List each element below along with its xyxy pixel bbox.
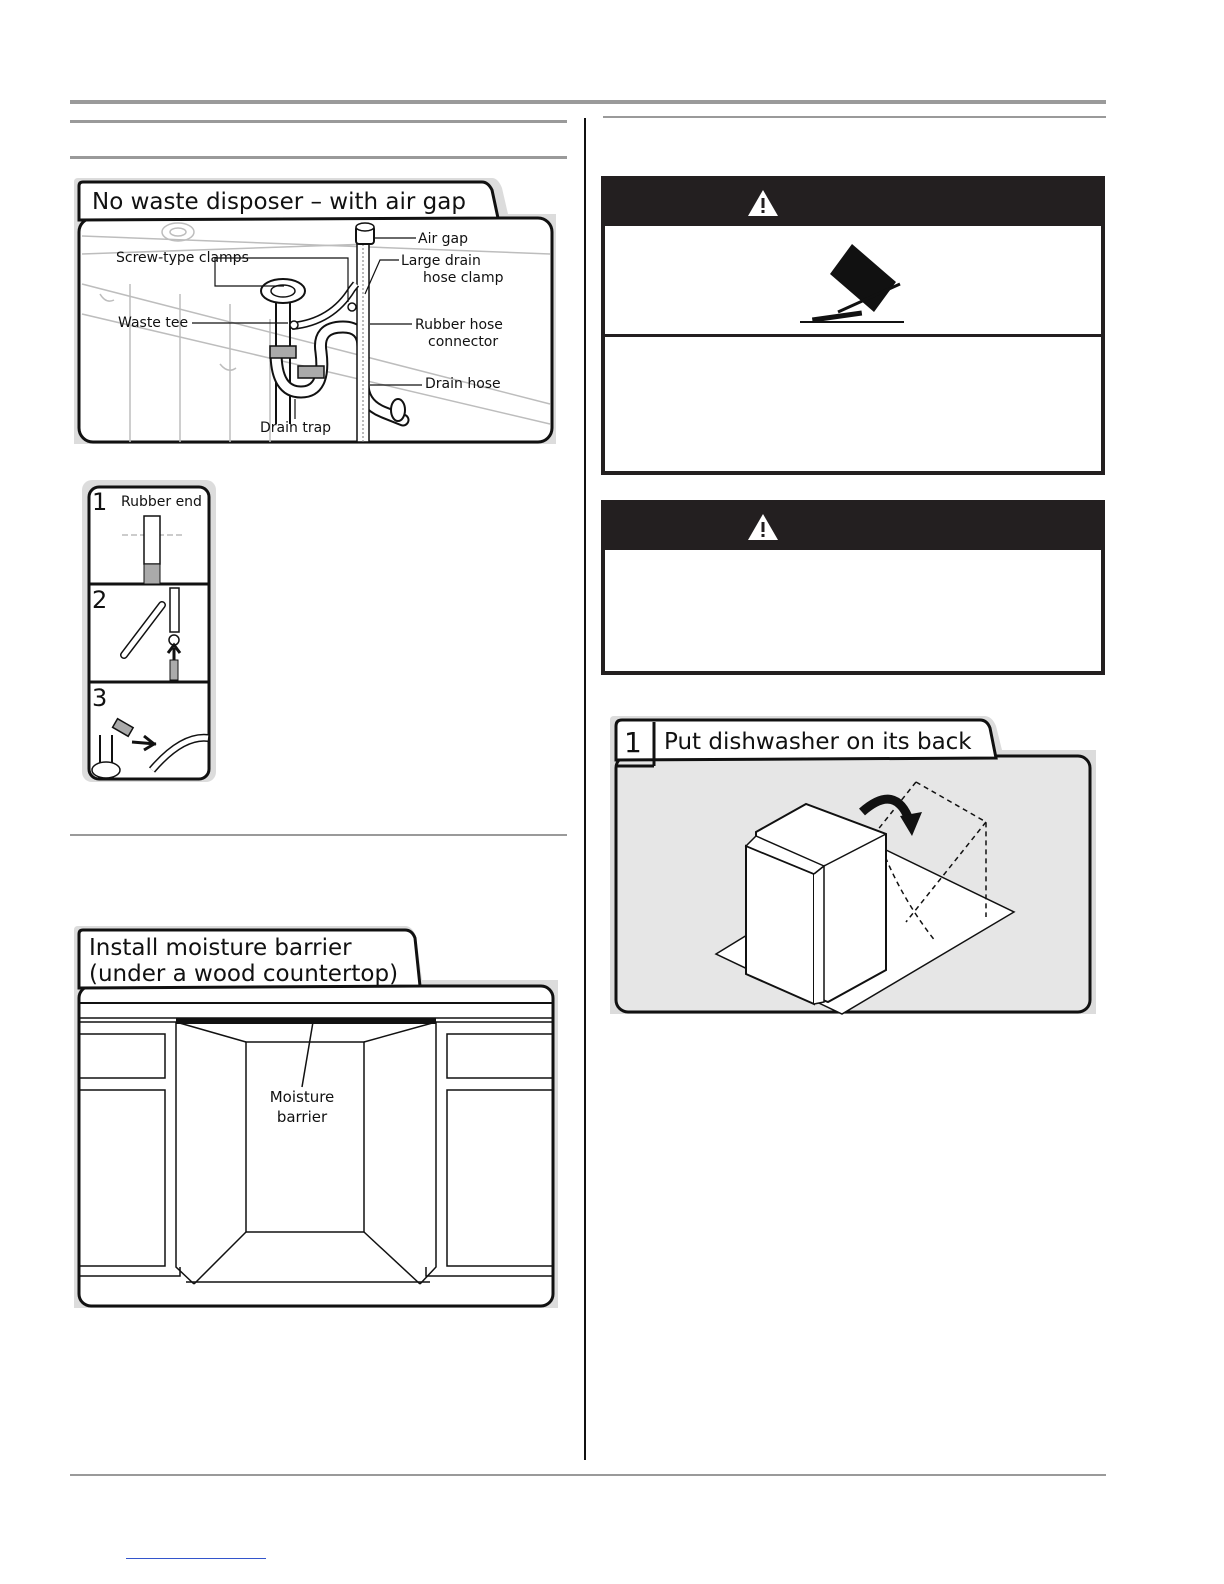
label-large-clamp-1: Large drain xyxy=(401,253,481,269)
warning-triangle-icon xyxy=(746,512,780,542)
figure-moisture-barrier xyxy=(70,922,562,1312)
top-rule xyxy=(70,100,1106,104)
warning-icon-panel xyxy=(605,226,1101,337)
left-section-rule-1 xyxy=(70,120,567,123)
warning-header-bar-2 xyxy=(605,504,1101,550)
label-waste-tee: Waste tee xyxy=(118,315,189,331)
label-rubber-connector-1: Rubber hose xyxy=(415,317,503,333)
step-1-number: 1 xyxy=(92,488,108,516)
drain-figure-title: No waste disposer – with air gap xyxy=(92,189,466,215)
moisture-title-line2: (under a wood countertop) xyxy=(89,961,399,987)
left-mid-rule xyxy=(70,834,567,836)
warning-box-tip-over xyxy=(601,176,1105,475)
warning-triangle-icon xyxy=(746,188,780,218)
figure-hose-steps xyxy=(82,480,218,784)
left-section-rule-2 xyxy=(70,156,567,159)
column-divider xyxy=(584,118,586,1460)
label-screw-clamps: Screw-type clamps xyxy=(116,250,249,266)
dishwasher-step-title: Put dishwasher on its back xyxy=(664,729,972,755)
figure-dishwasher-on-back xyxy=(606,712,1100,1018)
dishwasher-back-illustration xyxy=(606,712,1100,1018)
label-air-gap: Air gap xyxy=(418,231,469,247)
label-large-clamp-2: hose clamp xyxy=(423,270,504,286)
footer-link-underline xyxy=(126,1558,266,1559)
warning-box-2 xyxy=(601,500,1105,675)
moisture-label-line1: Moisture xyxy=(269,1088,335,1106)
label-drain-trap: Drain trap xyxy=(260,420,332,436)
step-3-number: 3 xyxy=(92,684,108,712)
right-section-rule xyxy=(603,116,1106,118)
moisture-title-line1: Install moisture barrier xyxy=(89,935,352,961)
dishwasher-step-number: 1 xyxy=(624,726,642,759)
moisture-label-line2: barrier xyxy=(276,1108,328,1126)
step-2-number: 2 xyxy=(92,586,108,614)
tip-over-icon xyxy=(800,240,910,324)
bottom-rule xyxy=(70,1474,1106,1476)
warning-header-bar xyxy=(605,180,1101,226)
steps-illustration xyxy=(82,480,218,784)
figure-drain-air-gap xyxy=(70,174,560,448)
step-1-label: Rubber end xyxy=(121,494,202,510)
label-drain-hose: Drain hose xyxy=(425,376,501,392)
label-rubber-connector-2: connector xyxy=(428,334,499,350)
